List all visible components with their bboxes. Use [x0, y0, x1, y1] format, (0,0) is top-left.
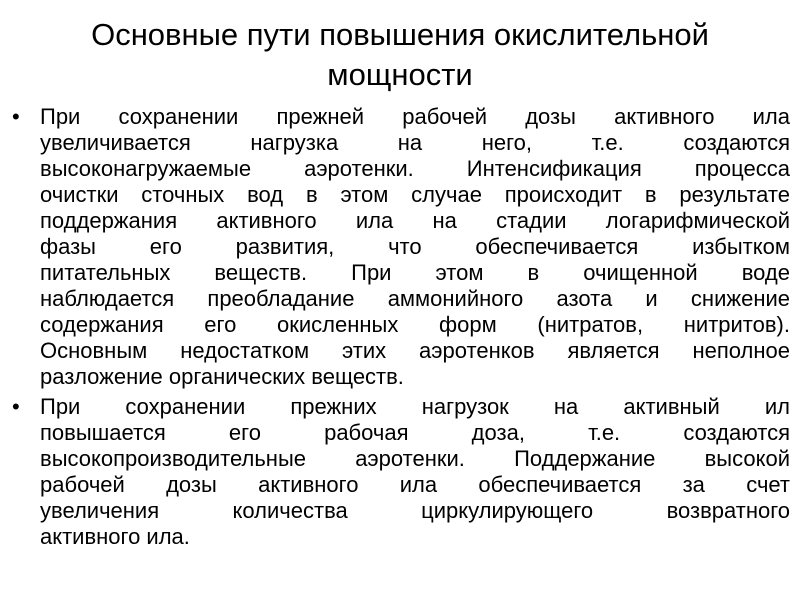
bullet-1-line-1: При сохранении прежней рабочей дозы активного ила — [40, 104, 790, 129]
bullet-1-line-10: Основным недостатком этих аэротенков является неполное — [40, 338, 790, 363]
bullet-1-line-3: высоконагружаемые аэротенки. Интенсификация процесса — [40, 156, 790, 181]
bullet-1-line-2: увеличивается нагрузка на него, т.е. создаются — [40, 130, 790, 155]
bullet-2-line-4: рабочей дозы активного ила обеспечивается за счет — [40, 472, 790, 497]
bullet-1-line-4: очистки сточных вод в этом случае происходит в результате — [40, 182, 790, 207]
bullet-marker: • — [12, 104, 20, 129]
bullet-2-line-3: высокопроизводительные аэротенки. Поддержание высокой — [40, 446, 790, 471]
bullet-1-line-7: питательных веществ. При этом в очищенной воде — [40, 260, 790, 285]
bullet-1-line-9: содержания его окисленных форм (нитратов, нитритов). — [40, 312, 790, 337]
bullet-1-line-11: разложение органических веществ. — [40, 364, 404, 389]
bullet-1-line-5: поддержания активного ила на стадии логарифмической — [40, 208, 790, 233]
bullet-1-line-8: наблюдается преобладание аммонийного азота и снижение — [40, 286, 790, 311]
bullet-2-line-1: При сохранении прежних нагрузок на активный ил — [40, 394, 790, 419]
bullet-2-line-6: активного ила. — [40, 524, 190, 549]
slide-title-line-1: Основные пути повышения окислительной — [91, 17, 709, 52]
bullet-marker: • — [12, 394, 20, 419]
slide-title-line-2: мощности — [327, 57, 473, 92]
bullet-1-line-6: фазы его развития, что обеспечивается избытком — [40, 234, 790, 259]
bullet-2-line-5: увеличения количества циркулирующего возвратного — [40, 498, 790, 523]
bullet-2-line-2: повышается его рабочая доза, т.е. создаются — [40, 420, 790, 445]
